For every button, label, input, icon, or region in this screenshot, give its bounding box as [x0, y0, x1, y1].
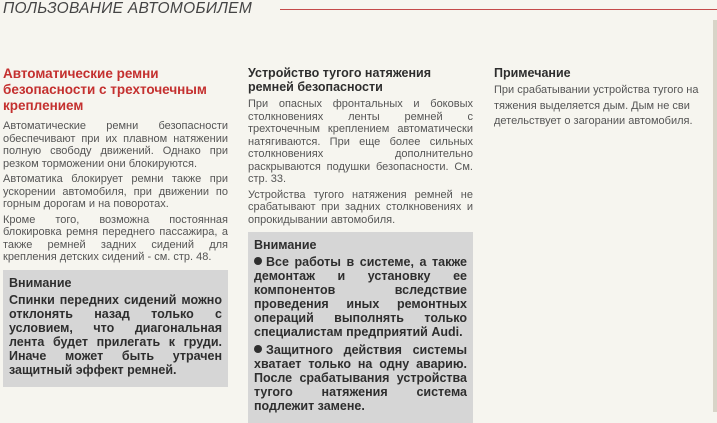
warning-item-text: Все работы в системе, а также демонтаж и установку ее компонентов вследствие проведения иных ремонтных операций выполнять только специалистам предприятий Audi.	[254, 255, 467, 339]
bullet-icon	[254, 257, 262, 265]
note-line: детельствует о загорании автомобиля.	[494, 115, 693, 127]
paragraph: Автоматические ремни безопасности обеспечивают при их плавном натяжении полную свободу движений. Однако при резком торможении они блокируются.	[3, 120, 228, 170]
paragraph: При опасных фронтальных и боковых столкновениях ленты ремней с трехточечным креплением автоматически натягиваются. При еще более сильных столкновениях дополнительно раскрываются подушки безопасности. См. стр. 33.	[248, 98, 473, 185]
page-header	[0, 0, 717, 20]
warning-title: Внимание	[254, 238, 317, 252]
column-seatbelts	[3, 66, 228, 387]
paragraph: Кроме того, возможна постоянная блокировка ремня переднего пассажира, а также ремней задних сидений для крепления детских сидений - см. стр. 48.	[3, 213, 228, 263]
paragraph: Автоматика блокирует ремни также при ускорении автомобиля, при движении по горным дорогам и на поворотах.	[3, 173, 228, 210]
column-pretensioner	[248, 66, 473, 423]
column-note	[494, 66, 717, 131]
warning-item	[254, 255, 467, 339]
warning-box	[3, 270, 228, 387]
note-line: При срабатывании устройства тугого на	[494, 84, 699, 96]
warning-item	[254, 343, 467, 413]
section-heading-seatbelts: Автоматические ремни безопасности с трехточечным креплением	[3, 66, 207, 113]
bullet-icon	[254, 345, 262, 353]
page-title: ПОЛЬЗОВАНИЕ АВТОМОБИЛЕМ	[3, 0, 253, 17]
paragraph: Устройства тугого натяжения ремней не срабатывают при задних столкновениях и опрокидывании автомобиля.	[248, 188, 473, 226]
note-line: тяжения выделяется дым. Дым не сви	[494, 99, 690, 112]
note-heading: Примечание	[494, 66, 571, 80]
section-heading-pretensioner: Устройство тугого натяжения ремней безопасности	[248, 66, 432, 94]
warning-box	[248, 232, 473, 423]
warning-text: Спинки передних сидений можно отклонять назад только с условием, что диагональная лента будет прилегать к груди. Иначе может быть утрачен защитный эффект ремней.	[9, 292, 222, 377]
header-divider	[280, 9, 717, 10]
page-edge	[713, 20, 717, 412]
warning-title: Внимание	[9, 275, 72, 290]
warning-item-text: Защитного действия системы хватает только на одну аварию. После срабатывания устройства тугого натяжения система подлежит замене.	[254, 343, 467, 413]
